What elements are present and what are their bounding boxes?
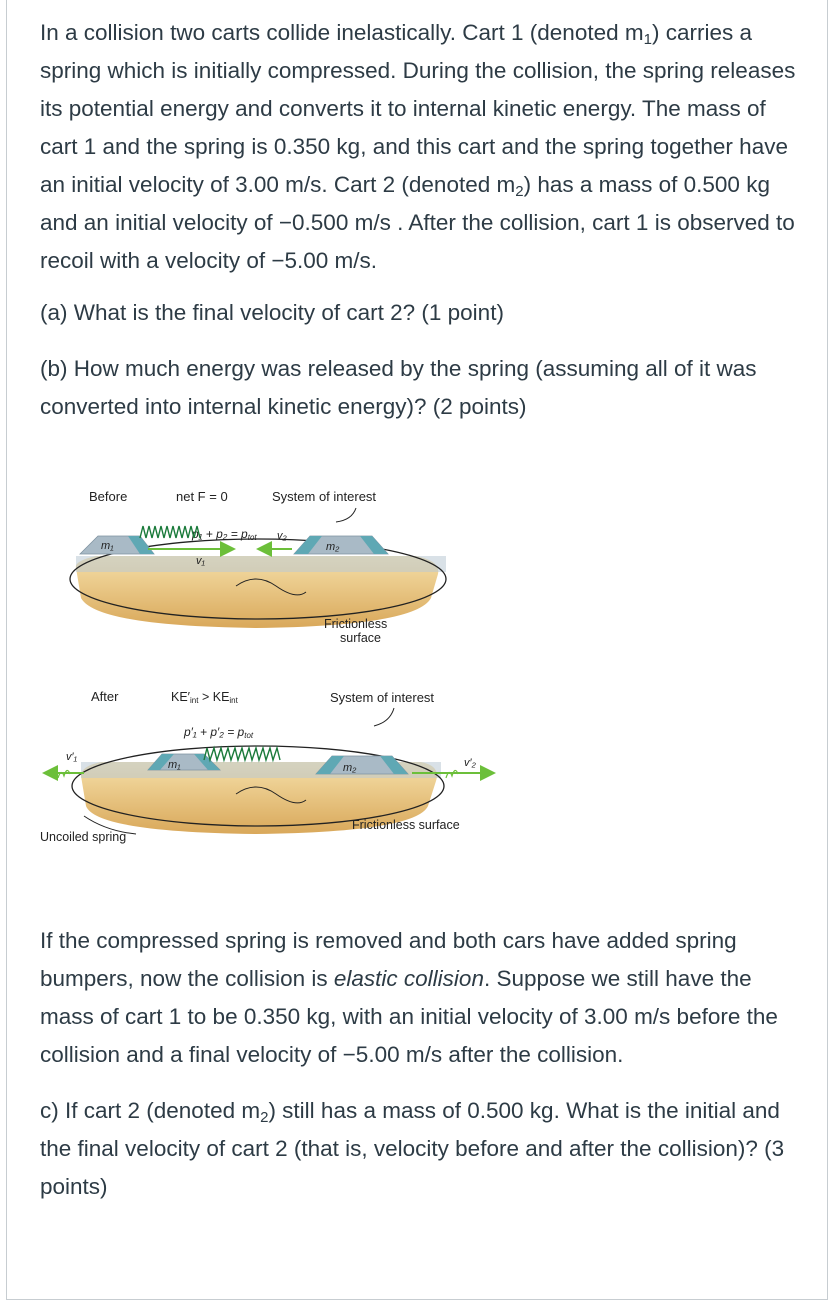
before-system-label: System of interest — [272, 489, 377, 504]
before-m2-label: m₂ — [326, 541, 340, 553]
problem-text — [40, 14, 800, 426]
question-c: c) If cart 2 (denoted $m_2$) still has a mass of 0.500 kg. What is the initial and the final velocity of cart 2 (that is, velocity before and after the collision)? (3 points) — [40, 1098, 785, 1199]
after-v2-break — [446, 770, 458, 778]
before-system-pointer — [336, 508, 356, 522]
after-cart-2 — [316, 756, 408, 774]
part-c-text — [40, 922, 800, 1206]
before-v2-label: v₂ — [277, 530, 287, 542]
after-momentum-eq: p′₁ + p′₂ = ptot — [184, 725, 254, 740]
after-v1-break — [58, 770, 70, 778]
after-spring-label: Uncoiled spring — [40, 830, 127, 844]
after-system-label: System of interest — [330, 690, 435, 705]
before-surface-line1: Frictionless — [324, 617, 388, 631]
question-a: (a) What is the final velocity of cart 2? (1 point) — [40, 300, 504, 325]
question-b: (b) How much energy was released by the spring (assuming all of it was converted into internal kinetic energy)? (2 points) — [40, 356, 757, 419]
before-compressed-spring — [140, 526, 200, 538]
after-v1-label: v′₁ — [66, 751, 78, 763]
before-surface — [76, 556, 446, 628]
before-cart-1 — [80, 536, 154, 554]
before-m1-label: m₁ — [101, 540, 114, 552]
part-c-paragraph: If the compressed spring is removed and both cars have added spring bumpers, now the collision is elastic collision. Suppose we still have the mass of cart 1 to be 0.350 kg, with an initial velocity of 3.00 m/s before the collision and a final velocity of −5.00 m/s after the collision. — [40, 928, 778, 1067]
before-cart-2 — [294, 536, 388, 554]
before-momentum-eq: p₁ + p₂ = ptot — [192, 527, 257, 542]
after-v2-label: v′₂ — [464, 757, 476, 769]
before-v1-label: v₁ — [196, 555, 205, 567]
after-m1-label: m₁ — [168, 759, 181, 771]
before-net-force: net F = 0 — [176, 489, 228, 504]
after-system-pointer — [374, 708, 394, 726]
after-surface-label: Frictionless surface — [352, 818, 460, 832]
before-label: Before — [89, 489, 128, 504]
after-m2-label: m₂ — [343, 762, 357, 774]
after-uncoiled-spring — [204, 748, 280, 760]
collision-diagram — [36, 476, 506, 856]
after-label: After — [91, 689, 119, 704]
before-surface-line2: surface — [340, 631, 381, 645]
intro-paragraph: In a collision two carts collide inelastically. Cart 1 (denoted $m_1$) carries a spring which is initially compressed. During the collision, the spring releases its potential energy and converts it to internal kinetic energy. The mass of cart 1 and the spring is 0.350 kg, and this cart and the spring together have an initial velocity of 3.00 m/s. Cart 2 (denoted $m_2$) has a mass of 0.500 kg and an initial velocity of −0.500 m/s . After the collision, cart 1 is observed to recoil with a velocity of −5.00 m/s. — [40, 20, 796, 273]
after-ke-eq: KE′int > KEint — [171, 690, 238, 705]
